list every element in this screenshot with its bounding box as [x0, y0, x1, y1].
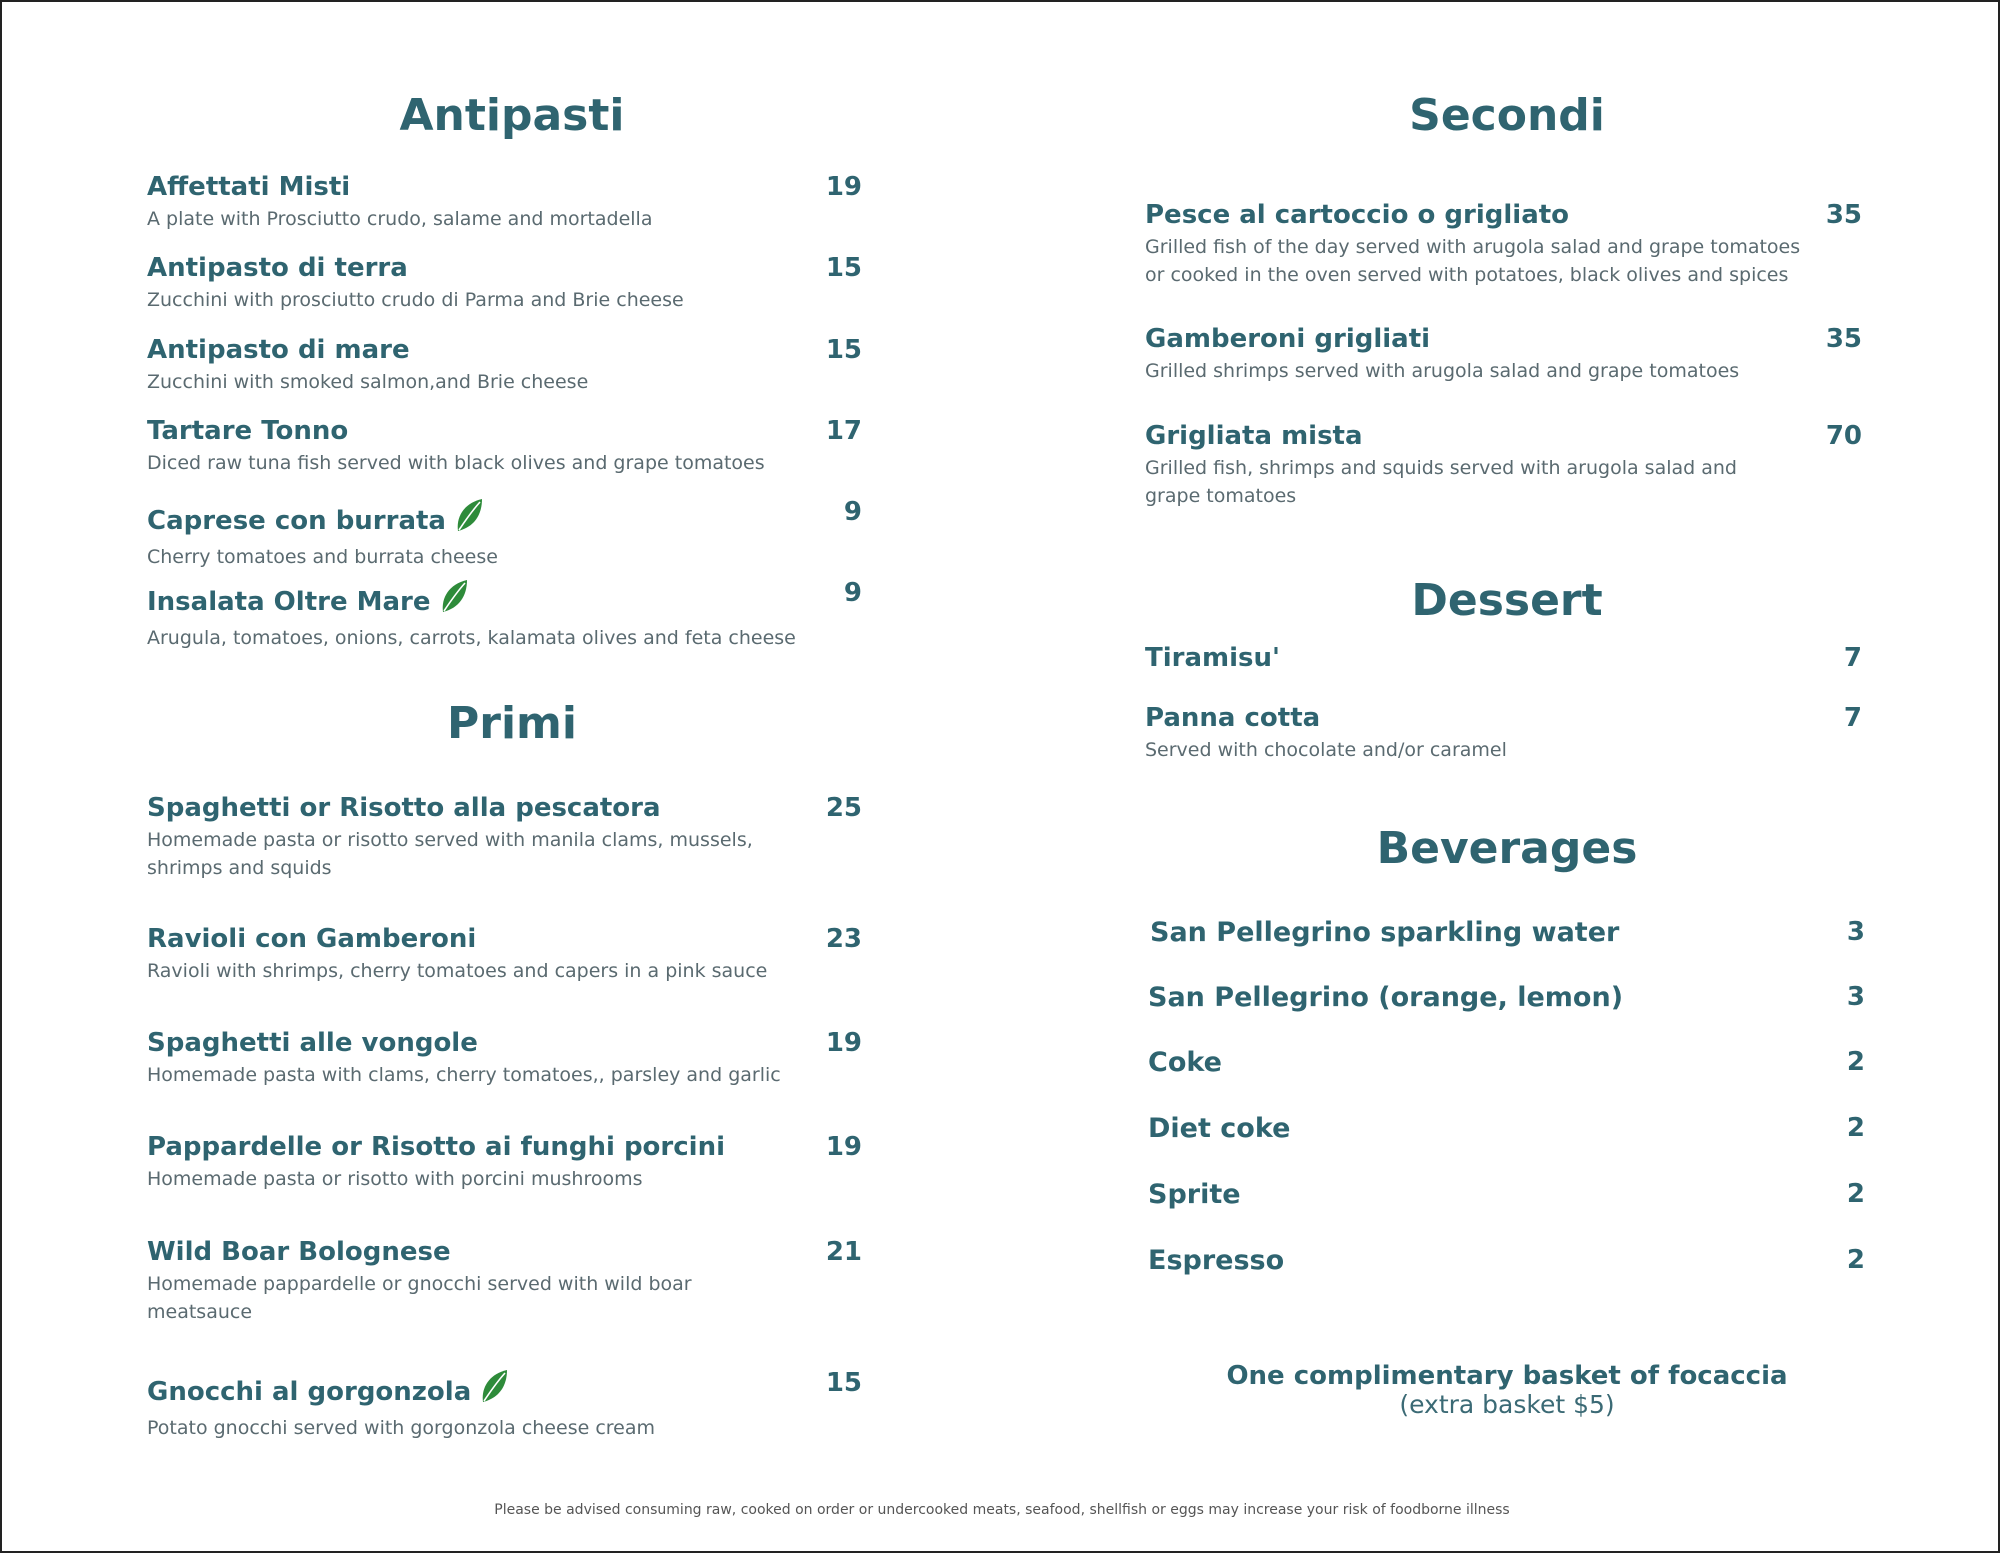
item-description: Potato gnocchi served with gorgonzola cheese cream: [147, 1417, 655, 1440]
focaccia-note-line2: (extra basket $5): [1399, 1389, 1615, 1419]
item-price: 3: [1846, 982, 1865, 1012]
food-safety-disclaimer: Please be advised consuming raw, cooked on order or undercooked meats, seafood, shellfish or eggs may increase your risk of foodborne illness: [494, 1502, 1510, 1518]
item-price: 7: [1843, 643, 1862, 673]
item-name: Wild Boar Bolognese: [147, 1237, 451, 1267]
item-name: Caprese con burrata: [147, 506, 446, 536]
menu-item: [147, 335, 827, 396]
menu-item: [147, 253, 827, 314]
item-price: 70: [1825, 421, 1862, 451]
item-price: 2: [1846, 1245, 1865, 1275]
menu-item: [1148, 1179, 1788, 1211]
item-price: 9: [843, 578, 862, 608]
menu-item: [1148, 1047, 1788, 1079]
item-name: Gamberoni grigliati: [1145, 324, 1431, 354]
item-price: 2: [1846, 1047, 1865, 1077]
item-description: Zucchini with smoked salmon,and Brie cheese: [147, 371, 589, 394]
item-name-row: [147, 578, 827, 622]
dessert-heading: Dessert: [1411, 575, 1603, 626]
item-name: Pappardelle or Risotto ai funghi porcini: [147, 1132, 725, 1162]
item-price: 15: [825, 335, 862, 365]
item-description: Homemade pasta or risotto with porcini mushrooms: [147, 1168, 643, 1191]
item-price: 35: [1825, 324, 1862, 354]
menu-item: [147, 793, 807, 882]
beverages-heading: Beverages: [1376, 823, 1638, 874]
item-name-row: [147, 1368, 827, 1412]
item-price: 15: [825, 253, 862, 283]
item-name: Grigliata mista: [1145, 421, 1363, 451]
menu-item: [147, 416, 827, 477]
item-name: Pesce al cartoccio o grigliato: [1145, 200, 1570, 230]
item-name-row: [147, 497, 827, 541]
primi-heading: Primi: [447, 698, 577, 749]
item-description: Zucchini with prosciutto crudo di Parma and Brie cheese: [147, 289, 684, 312]
item-description: Homemade pasta with clams, cherry tomatoes,, parsley and garlic: [147, 1064, 781, 1087]
item-name: Diet coke: [1148, 1113, 1291, 1144]
menu-item: [1145, 703, 1825, 764]
item-price: 19: [825, 1132, 862, 1162]
item-price: 9: [843, 497, 862, 527]
item-price: 17: [825, 416, 862, 446]
menu-item: [1145, 324, 1825, 385]
item-price: 23: [825, 924, 862, 954]
item-price: 19: [825, 172, 862, 202]
menu-item: [147, 172, 827, 233]
item-name: San Pellegrino sparkling water: [1150, 917, 1620, 948]
antipasti-heading: Antipasti: [399, 90, 625, 141]
menu-item: [1148, 982, 1788, 1014]
item-description: Cherry tomatoes and burrata cheese: [147, 546, 498, 569]
item-name: Panna cotta: [1145, 703, 1321, 733]
item-price: 2: [1846, 1179, 1865, 1209]
item-name: Spaghetti or Risotto alla pescatora: [147, 793, 661, 823]
item-price: 3: [1846, 917, 1865, 947]
item-description: Ravioli with shrimps, cherry tomatoes and capers in a pink sauce: [147, 960, 768, 983]
item-name: Gnocchi al gorgonzola: [147, 1377, 472, 1407]
item-name: Tiramisu': [1145, 643, 1280, 673]
leaf-icon: [479, 1368, 509, 1412]
menu-item: [147, 924, 827, 985]
menu-item: [147, 578, 827, 652]
menu-item: [147, 1368, 827, 1442]
menu-item: [147, 497, 827, 571]
menu-item: [147, 1237, 787, 1326]
item-price: 15: [825, 1368, 862, 1398]
leaf-icon: [439, 578, 469, 622]
item-description: Homemade pasta or risotto served with manila clams, mussels, shrimps and squids: [147, 829, 753, 880]
item-description: Homemade pappardelle or gnocchi served with wild boar meatsauce: [147, 1273, 692, 1324]
item-name: Spaghetti alle vongole: [147, 1028, 478, 1058]
item-description: Grilled shrimps served with arugola salad and grape tomatoes: [1145, 360, 1740, 383]
item-price: 19: [825, 1028, 862, 1058]
item-name: Antipasto di terra: [147, 253, 408, 283]
item-price: 25: [825, 793, 862, 823]
item-description: Arugula, tomatoes, onions, carrots, kalamata olives and feta cheese: [147, 627, 796, 650]
item-price: 2: [1846, 1113, 1865, 1143]
item-name: Espresso: [1148, 1245, 1285, 1276]
item-description: Grilled fish of the day served with arugola salad and grape tomatoes or cooked in the oven served with potatoes, black olives and spices: [1145, 236, 1801, 287]
item-name: Coke: [1148, 1047, 1222, 1078]
item-description: Grilled fish, shrimps and squids served with arugola salad and grape tomatoes: [1145, 457, 1737, 508]
item-name: Antipasto di mare: [147, 335, 410, 365]
focaccia-note: [1182, 1362, 1832, 1418]
item-name: San Pellegrino (orange, lemon): [1148, 982, 1624, 1013]
menu-item: [1145, 200, 1825, 289]
item-name: Tartare Tonno: [147, 416, 349, 446]
menu-item: [147, 1132, 827, 1193]
item-price: 21: [825, 1237, 862, 1267]
item-name: Insalata Oltre Mare: [147, 587, 431, 617]
menu-item: [1145, 421, 1785, 510]
item-name: Sprite: [1148, 1179, 1241, 1210]
menu-item: [1150, 917, 1790, 949]
item-name: Ravioli con Gamberoni: [147, 924, 477, 954]
item-description: A plate with Prosciutto crudo, salame and mortadella: [147, 208, 653, 231]
menu-item: [1145, 643, 1825, 674]
menu-item: [1148, 1245, 1788, 1277]
item-description: Diced raw tuna fish served with black olives and grape tomatoes: [147, 452, 765, 475]
focaccia-note-line1: One complimentary basket of focaccia: [1226, 1361, 1788, 1391]
item-name: Affettati Misti: [147, 172, 351, 202]
item-price: 35: [1825, 200, 1862, 230]
item-price: 7: [1843, 703, 1862, 733]
menu-item: [147, 1028, 827, 1089]
menu-item: [1148, 1113, 1788, 1145]
leaf-icon: [454, 497, 484, 541]
item-description: Served with chocolate and/or caramel: [1145, 739, 1507, 762]
secondi-heading: Secondi: [1409, 90, 1605, 141]
